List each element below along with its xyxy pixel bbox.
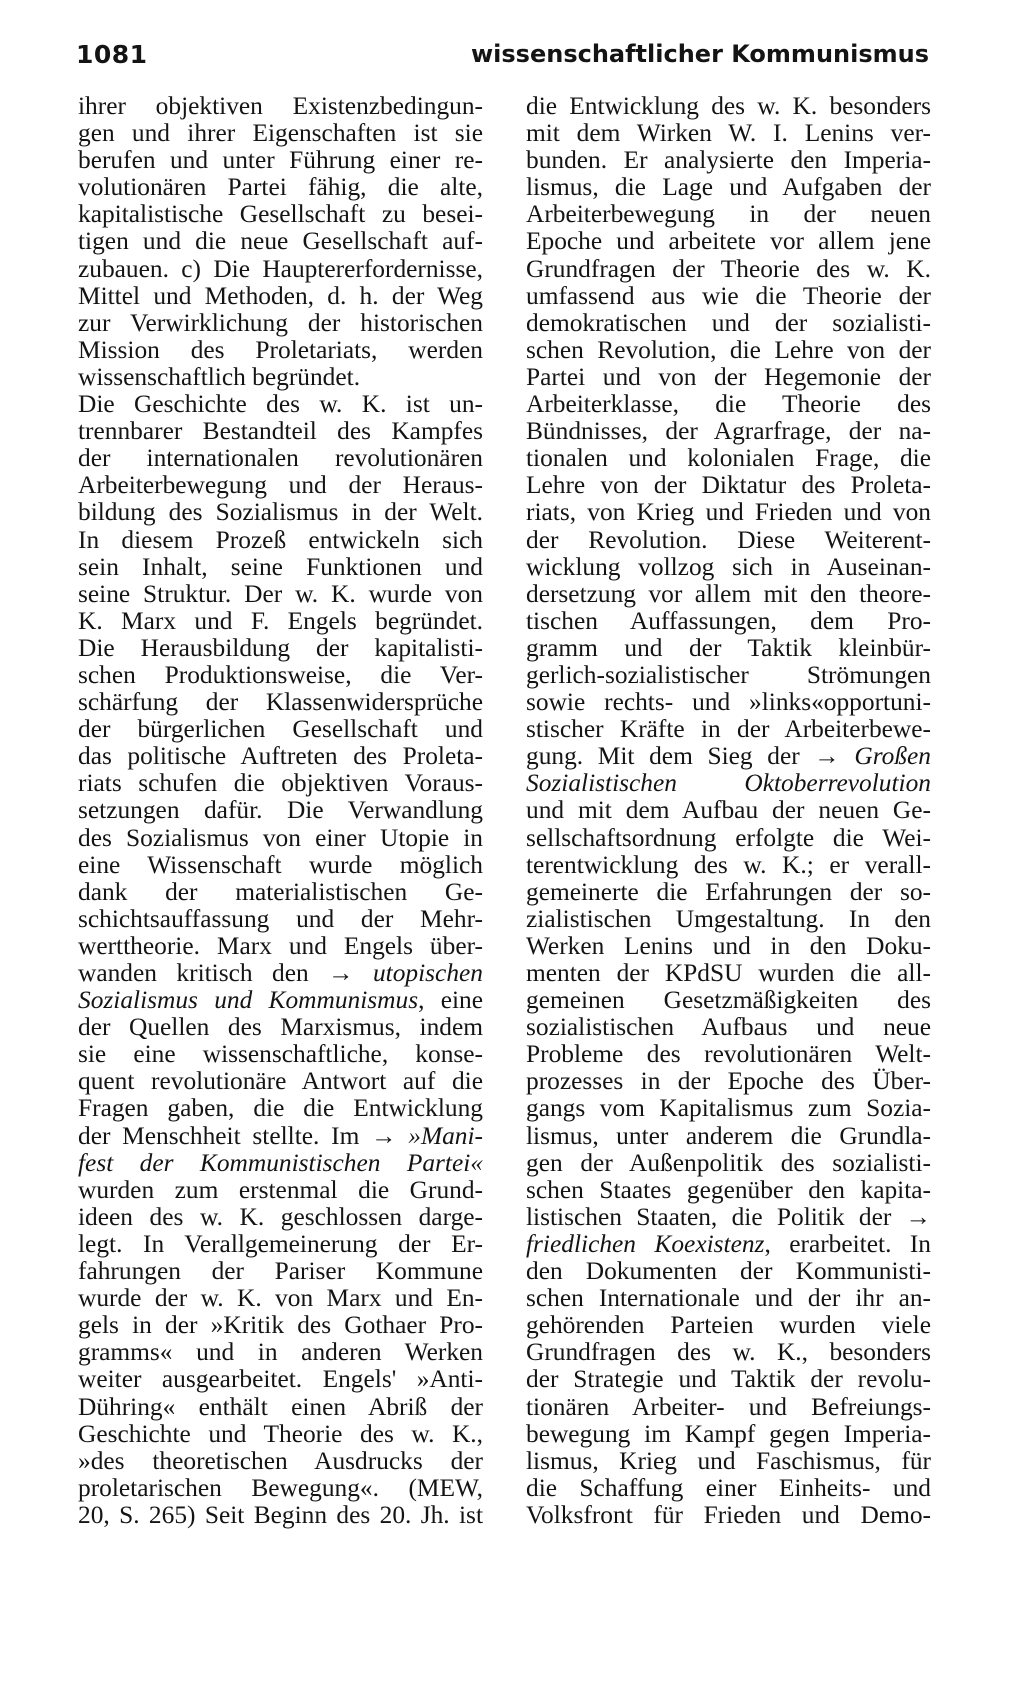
text-line: Mittel und Methoden, d. h. der Weg [78, 281, 483, 310]
text-line: Geschichte und Theorie des w. K., [78, 1419, 483, 1448]
text-line: der Menschheit stellte. Im → »Mani- [78, 1121, 483, 1150]
text-line: bunden. Er analysierte den Imperia- [526, 146, 931, 175]
text-line: menten der KPdSU wurden die all- [526, 959, 931, 987]
text-line: wissenschaftlich begründet. [78, 362, 361, 391]
text-line: gels in der »Kritik des Gothaer Pro- [78, 1311, 483, 1340]
text-line: stischer Kräfte in der Arbeiterbewe- [526, 715, 931, 744]
text-line: listischen Staaten, die Politik der → [526, 1202, 931, 1231]
text-line: Epoche und arbeitete vor allem jene [526, 227, 931, 256]
text-line: zur Verwirklichung der historischen [78, 308, 483, 337]
text-line: gehörenden Parteien wurden viele [526, 1311, 931, 1340]
text-line: den Dokumenten der Kommunisti- [526, 1257, 931, 1286]
page-header [70, 40, 929, 76]
text-line: wicklung vollzog sich in Auseinan- [526, 552, 931, 581]
text-line: schen Internationale und der ihr an- [526, 1284, 931, 1313]
text-line: volutionären Partei fähig, die alte, [78, 173, 483, 202]
text-line: lismus, Krieg und Faschismus, für [526, 1446, 931, 1475]
right-text-column [526, 93, 931, 1529]
text-line: dersetzung vor allem mit den theore- [526, 579, 931, 608]
text-line: wanden kritisch den → utopischen [78, 959, 483, 987]
text-line: Die Herausbildung der kapitalisti- [78, 633, 483, 662]
text-line: bildung des Sozialismus in der Welt. [78, 498, 483, 527]
text-line: schärfung der Klassenwidersprüche [78, 688, 483, 717]
text-line: Grundfragen der Theorie des w. K. [526, 254, 931, 283]
text-line: gemeinerte die Erfahrungen der so- [526, 877, 931, 906]
text-line: der Quellen des Marxismus, indem [78, 1013, 483, 1042]
text-line: sie eine wissenschaftliche, konse- [78, 1040, 483, 1069]
text-line: zubauen. c) Die Hauptererfordernisse, [78, 254, 483, 283]
text-line: Lehre von der Diktatur des Proleta- [526, 471, 931, 500]
text-line: gramms« und in anderen Werken [78, 1338, 483, 1367]
text-line: schen Revolution, die Lehre von der [526, 335, 931, 364]
text-line: terentwicklung des w. K.; er verall- [526, 850, 931, 879]
text-line: und mit dem Aufbau der neuen Ge- [526, 796, 931, 825]
text-line: gemeinen Gesetzmäßigkeiten des [526, 986, 931, 1015]
text-line: riats, von Krieg und Frieden und von [526, 498, 931, 527]
text-line: der Strategie und Taktik der revolu- [526, 1365, 931, 1394]
text-line: schen Produktionsweise, die Ver- [78, 660, 483, 689]
text-line: Sozialistischen Oktoberrevolution [526, 769, 931, 798]
text-line: demokratischen und der sozialisti- [526, 308, 931, 337]
text-line: Fragen gaben, die die Entwicklung [78, 1094, 483, 1123]
running-title: wissenschaftlicher Kommunismus [470, 40, 929, 68]
text-line: Probleme des revolutionären Welt- [526, 1040, 931, 1069]
text-line: kapitalistische Gesellschaft zu besei- [78, 200, 483, 229]
text-line: gerlich-sozialistischer Strömungen [526, 660, 931, 689]
text-line: weiter ausgearbeitet. Engels' »Anti- [78, 1365, 483, 1394]
text-line: Arbeiterbewegung in der neuen [526, 200, 931, 229]
text-line: sowie rechts- und »links«opportuni- [526, 688, 931, 717]
text-line: umfassend aus wie die Theorie der [526, 281, 931, 310]
text-line: sellschaftsordnung erfolgte die Wei- [526, 823, 931, 852]
left-text-column [78, 93, 483, 1529]
text-line: bewegung im Kampf gegen Imperia- [526, 1419, 931, 1448]
text-line: Grundfragen des w. K., besonders [526, 1338, 931, 1367]
text-line: Arbeiterbewegung und der Heraus- [78, 471, 483, 500]
text-line: das politische Auftreten des Proleta- [78, 742, 483, 771]
text-line: gen der Außenpolitik des sozialisti- [526, 1148, 931, 1177]
text-line: Dühring« enthält einen Abriß der [78, 1392, 483, 1421]
text-line: der bürgerlichen Gesellschaft und [78, 715, 483, 744]
text-line: fahrungen der Pariser Kommune [78, 1257, 483, 1286]
text-line: berufen und unter Führung einer re- [78, 146, 483, 175]
text-line: legt. In Verallgemeinerung der Er- [78, 1229, 483, 1258]
text-line: tionären Arbeiter- und Befreiungs- [526, 1392, 931, 1421]
text-line: Sozialismus und Kommunismus, eine [78, 986, 483, 1015]
text-line: Mission des Proletariats, werden [78, 335, 483, 364]
text-line: Die Geschichte des w. K. ist un- [78, 390, 483, 419]
text-line: fest der Kommunistischen Partei« [78, 1148, 483, 1177]
text-line: mit dem Wirken W. I. Lenins ver- [526, 119, 931, 148]
text-line: gramm und der Taktik kleinbür- [526, 633, 931, 662]
text-line: eine Wissenschaft wurde möglich [78, 850, 483, 879]
text-line: zialistischen Umgestaltung. In den [526, 904, 931, 933]
page-number: 1081 [76, 40, 148, 69]
text-line: friedlichen Koexistenz, erarbeitet. In [526, 1229, 931, 1258]
text-line: tionalen und kolonialen Frage, die [526, 444, 931, 473]
text-line: quent revolutionäre Antwort auf die [78, 1067, 483, 1096]
text-line: ideen des w. K. geschlossen darge- [78, 1202, 483, 1231]
text-line: der Revolution. Diese Weiterent- [526, 525, 931, 554]
text-line: In diesem Prozeß entwickeln sich [78, 525, 483, 554]
text-line: prozesses in der Epoche des Über- [526, 1067, 931, 1096]
text-line: lismus, die Lage und Aufgaben der [526, 173, 931, 202]
text-line: K. Marx und F. Engels begründet. [78, 606, 483, 635]
text-line: ihrer objektiven Existenzbedingun- [78, 92, 483, 120]
text-line: des Sozialismus von einer Utopie in [78, 823, 483, 852]
text-line: der internationalen revolutionären [78, 444, 483, 473]
text-line: Volksfront für Frieden und Demo- [526, 1500, 931, 1529]
text-line: proletarischen Bewegung«. (MEW, [78, 1473, 483, 1502]
text-line: »des theoretischen Ausdrucks der [78, 1446, 483, 1475]
text-line: werttheorie. Marx und Engels über- [78, 931, 483, 960]
text-line: dank der materialistischen Ge- [78, 877, 483, 906]
text-line: setzungen dafür. Die Verwandlung [78, 796, 483, 825]
text-line: riats schufen die objektiven Voraus- [78, 769, 483, 798]
text-line: lismus, unter anderem die Grundla- [526, 1121, 931, 1150]
text-line: gung. Mit dem Sieg der → Großen [526, 742, 931, 771]
text-line: schichtsauffassung und der Mehr- [78, 904, 483, 933]
text-line: sein Inhalt, seine Funktionen und [78, 552, 483, 581]
text-line: trennbarer Bestandteil des Kampfes [78, 417, 483, 446]
text-line: wurden zum erstenmal die Grund- [78, 1175, 483, 1204]
text-line: tischen Auffassungen, dem Pro- [526, 606, 931, 635]
text-line: Partei und von der Hegemonie der [526, 362, 931, 391]
text-line: Werken Lenins und in den Doku- [526, 931, 931, 960]
text-line: sozialistischen Aufbaus und neue [526, 1013, 931, 1042]
text-line: seine Struktur. Der w. K. wurde von [78, 579, 483, 608]
text-line: die Entwicklung des w. K. besonders [526, 92, 931, 120]
text-line: schen Staates gegenüber den kapita- [526, 1175, 931, 1204]
text-line: tigen und die neue Gesellschaft auf- [78, 227, 483, 256]
text-line: gangs vom Kapitalismus zum Sozia- [526, 1094, 931, 1123]
text-line: wurde der w. K. von Marx und En- [78, 1284, 483, 1313]
text-line: gen und ihrer Eigenschaften ist sie [78, 119, 483, 148]
text-line: die Schaffung einer Einheits- und [526, 1473, 931, 1502]
text-line: Bündnisses, der Agrarfrage, der na- [526, 417, 931, 446]
text-line: Arbeiterklasse, die Theorie des [526, 390, 931, 419]
text-line: 20, S. 265) Seit Beginn des 20. Jh. ist [78, 1500, 483, 1529]
